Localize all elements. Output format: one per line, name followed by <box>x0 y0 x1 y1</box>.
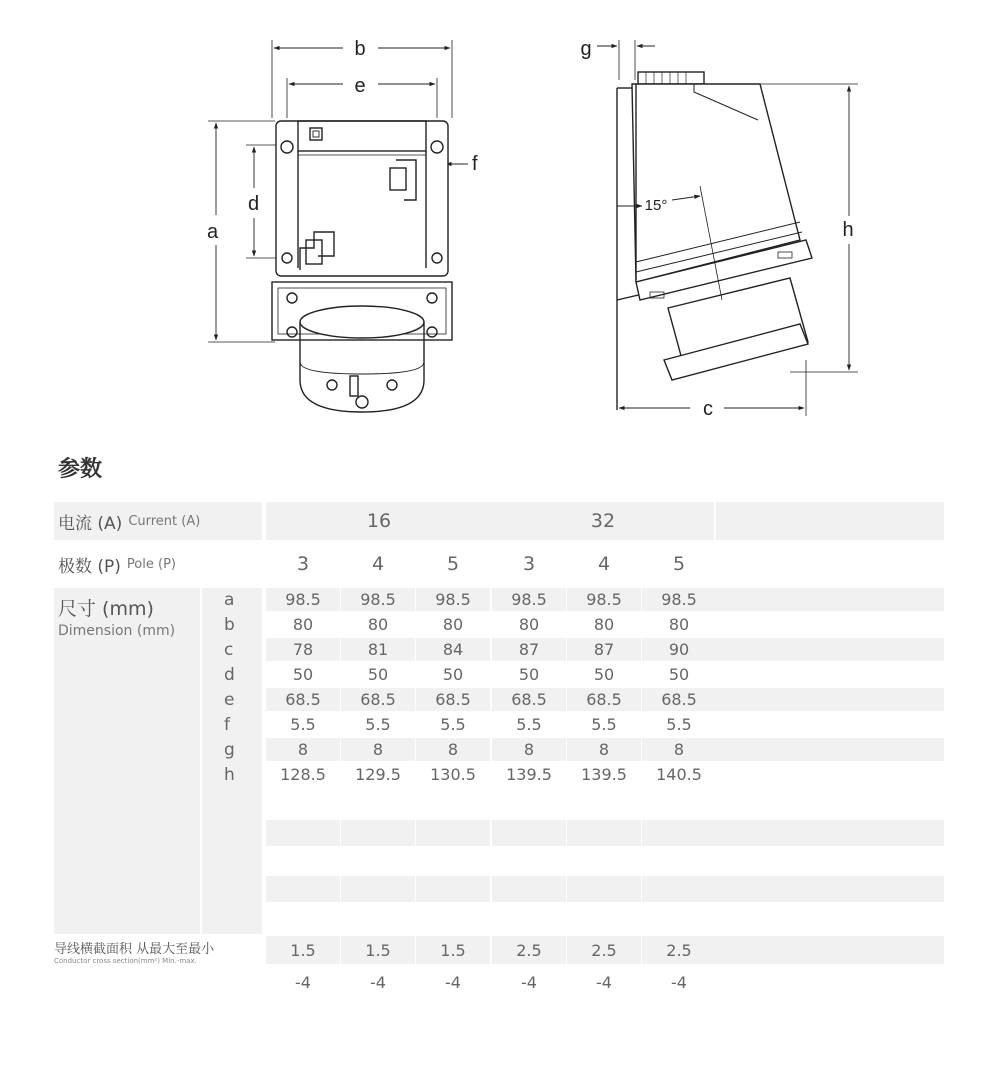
conductor-label-en: Conductor cross section(mm²) Min.-max. <box>54 957 197 965</box>
dimension-value-c: 81 <box>367 640 389 659</box>
dimension-value-c: 84 <box>442 640 464 659</box>
dimension-key-a: a <box>224 589 235 610</box>
dimension-value-c: 87 <box>518 640 540 659</box>
blank-stripe-cell <box>492 876 566 902</box>
blank-stripe-tail <box>716 876 944 902</box>
dimension-value-g: 8 <box>372 740 384 759</box>
dimension-label-en: Dimension (mm) <box>58 623 176 639</box>
dimension-key-f: f <box>224 714 230 735</box>
conductor-value-min: 2.5 <box>666 940 692 960</box>
dim-stripe-tail <box>716 638 944 661</box>
dimension-key-c: c <box>224 639 234 660</box>
current-value-16: 16 <box>366 510 392 532</box>
dimension-value-f: 5.5 <box>516 715 542 734</box>
dim-stripe-tail <box>716 738 944 761</box>
blank-stripe-cell <box>266 876 340 902</box>
label-angle: 15° <box>644 197 668 214</box>
current-tail-bg <box>716 502 944 540</box>
dimension-value-g: 8 <box>447 740 459 759</box>
dim-stripe-tail <box>716 688 944 711</box>
dimension-value-f: 5.5 <box>440 715 466 734</box>
conductor-value-min: 1.5 <box>290 940 316 960</box>
dimension-value-f: 5.5 <box>290 715 316 734</box>
label-f: f <box>472 153 478 175</box>
blank-stripe-cell <box>567 820 641 846</box>
conductor-stripe-tail <box>716 936 944 964</box>
blank-stripe-cell <box>642 820 716 846</box>
pole-value: 3 <box>522 553 536 575</box>
blank-stripe-cell <box>567 876 641 902</box>
current-label <box>58 502 200 540</box>
dimension-key-d: d <box>224 664 235 685</box>
conductor-value-max: -4 <box>445 972 461 992</box>
blank-stripe-cell <box>492 820 566 846</box>
dimension-value-a: 98.5 <box>285 590 321 609</box>
conductor-value-max: -4 <box>671 972 687 992</box>
dimension-value-b: 80 <box>442 615 464 634</box>
dimension-key-b: b <box>224 614 235 635</box>
dimension-value-h: 128.5 <box>280 765 326 784</box>
dimension-value-h: 139.5 <box>581 765 627 784</box>
label-e: e <box>354 75 366 97</box>
label-a: a <box>207 221 219 243</box>
pole-value: 4 <box>597 553 611 575</box>
label-h: h <box>842 219 854 241</box>
dimension-value-d: 50 <box>518 665 540 684</box>
dimension-value-h: 139.5 <box>506 765 552 784</box>
pole-value: 4 <box>371 553 385 575</box>
pole-label-zh: 极数 (P) <box>58 556 121 577</box>
dimension-value-b: 80 <box>518 615 540 634</box>
conductor-value-min: 1.5 <box>365 940 391 960</box>
dimension-value-b: 80 <box>593 615 615 634</box>
section-title: 参数 <box>58 457 103 482</box>
dimension-value-f: 5.5 <box>666 715 692 734</box>
label-b: b <box>354 38 366 60</box>
dim-stripe-tail <box>716 588 944 611</box>
blank-stripe-cell <box>266 820 340 846</box>
dimension-value-c: 87 <box>593 640 615 659</box>
side-view-drawing <box>597 40 858 416</box>
conductor-value-min: 1.5 <box>440 940 466 960</box>
conductor-value-max: -4 <box>295 972 311 992</box>
dimension-value-e: 68.5 <box>435 690 471 709</box>
dimension-value-h: 130.5 <box>430 765 476 784</box>
label-d: d <box>248 193 260 215</box>
dimension-value-h: 140.5 <box>656 765 702 784</box>
current-label-zh: 电流 (A) <box>58 513 123 534</box>
dimension-value-e: 68.5 <box>511 690 547 709</box>
blank-stripe-cell <box>341 876 415 902</box>
blank-stripe-cell <box>341 820 415 846</box>
dimension-value-b: 80 <box>367 615 389 634</box>
dimension-label-zh: 尺寸 (mm) <box>58 598 154 620</box>
dimension-key-e: e <box>224 689 235 710</box>
dimension-value-h: 129.5 <box>355 765 401 784</box>
dimension-value-f: 5.5 <box>591 715 617 734</box>
conductor-value-max: -4 <box>370 972 386 992</box>
dimension-value-d: 50 <box>442 665 464 684</box>
pole-value: 3 <box>296 553 310 575</box>
front-view-drawing <box>208 40 468 412</box>
spec-table <box>54 502 944 1002</box>
dimension-value-e: 68.5 <box>586 690 622 709</box>
dimension-value-d: 50 <box>292 665 314 684</box>
dimension-label-bg <box>54 588 200 934</box>
dimension-value-g: 8 <box>297 740 309 759</box>
dimension-drawings <box>0 0 1001 440</box>
blank-stripe-cell <box>416 820 490 846</box>
current-label-en: Current (A) <box>128 513 201 529</box>
current-value-32: 32 <box>590 510 616 532</box>
dimension-value-d: 50 <box>593 665 615 684</box>
label-c: c <box>703 398 713 420</box>
conductor-value-min: 2.5 <box>516 940 542 960</box>
dimension-value-g: 8 <box>598 740 610 759</box>
dimension-value-a: 98.5 <box>435 590 471 609</box>
dimension-value-c: 90 <box>668 640 690 659</box>
conductor-value-min: 2.5 <box>591 940 617 960</box>
pole-value: 5 <box>446 553 460 575</box>
dimension-value-c: 78 <box>292 640 314 659</box>
blank-stripe-tail <box>716 820 944 846</box>
dimension-value-a: 98.5 <box>511 590 547 609</box>
dimension-value-e: 68.5 <box>285 690 321 709</box>
conductor-value-max: -4 <box>521 972 537 992</box>
pole-label <box>58 546 176 582</box>
dimension-key-h: h <box>224 764 235 785</box>
blank-stripe-cell <box>416 876 490 902</box>
pole-value: 5 <box>672 553 686 575</box>
conductor-value-max: -4 <box>596 972 612 992</box>
dimension-label <box>58 594 175 639</box>
blank-stripe-cell <box>642 876 716 902</box>
dimension-value-d: 50 <box>367 665 389 684</box>
conductor-label-zh: 导线横截面积 从最大至最小 <box>54 942 215 957</box>
dimension-value-f: 5.5 <box>365 715 391 734</box>
conductor-label <box>54 938 214 965</box>
dimension-value-b: 80 <box>668 615 690 634</box>
dimension-value-a: 98.5 <box>661 590 697 609</box>
dimension-value-b: 80 <box>292 615 314 634</box>
dimension-value-d: 50 <box>668 665 690 684</box>
dimension-value-e: 68.5 <box>661 690 697 709</box>
dimension-value-a: 98.5 <box>586 590 622 609</box>
dimension-value-e: 68.5 <box>360 690 396 709</box>
dimension-value-g: 8 <box>523 740 535 759</box>
dimension-value-a: 98.5 <box>360 590 396 609</box>
dimension-key-g: g <box>224 739 235 760</box>
pole-label-en: Pole (P) <box>126 556 176 572</box>
dimension-value-g: 8 <box>673 740 685 759</box>
label-g: g <box>580 38 592 60</box>
